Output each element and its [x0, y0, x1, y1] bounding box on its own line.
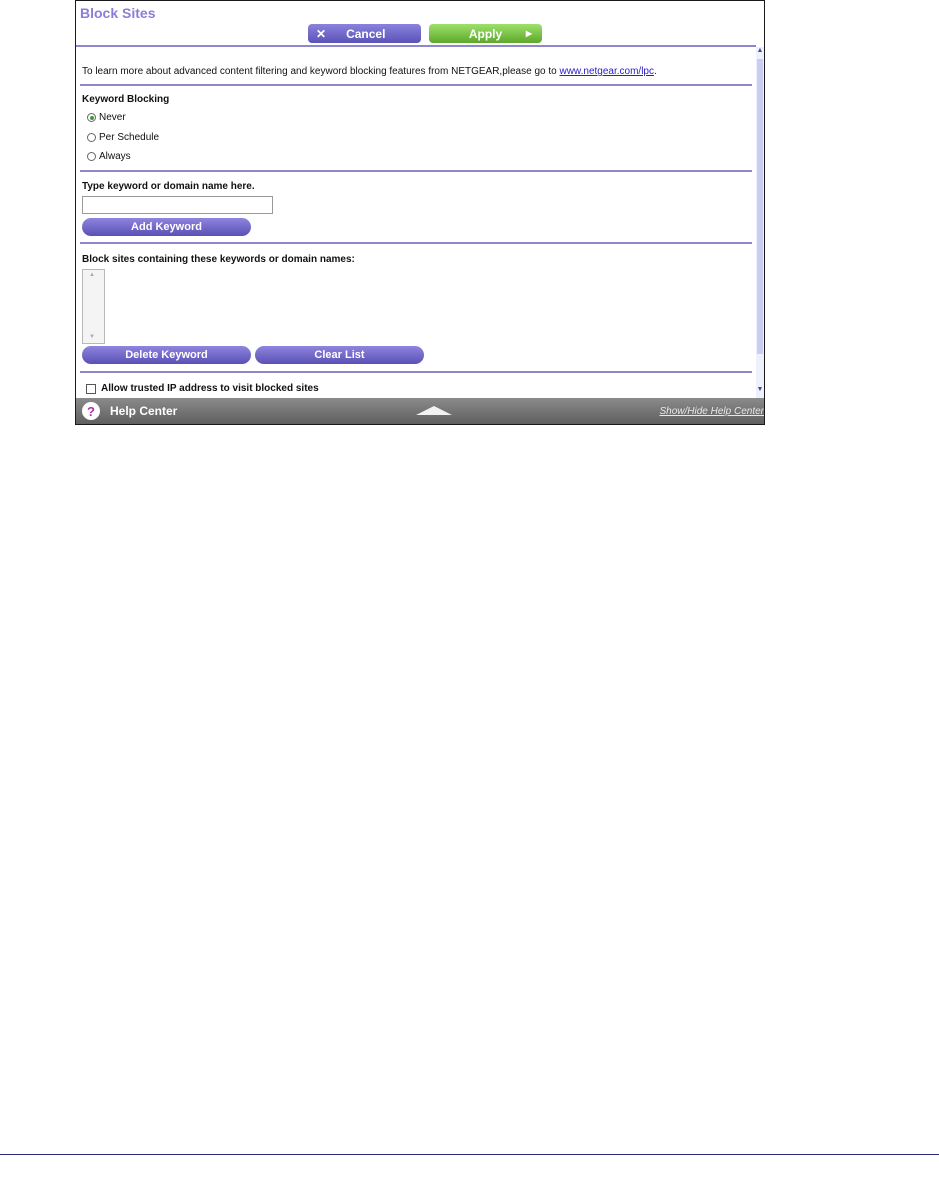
radio-button[interactable] [87, 152, 96, 161]
header [76, 1, 764, 45]
cancel-button[interactable] [308, 24, 421, 43]
divider [80, 170, 752, 172]
show-hide-help-link[interactable]: Show/Hide Help Center [659, 406, 764, 417]
block-list-title: Block sites containing these keywords or domain names: [82, 254, 355, 265]
blocked-keywords-list[interactable] [82, 269, 105, 344]
radio-always-label: Always [99, 151, 131, 162]
radio-per-schedule[interactable] [87, 132, 159, 143]
scroll-thumb[interactable] [757, 59, 763, 354]
info-text [82, 66, 657, 77]
block-sites-panel [75, 0, 765, 425]
lpc-link[interactable]: www.netgear.com/lpc [559, 66, 654, 77]
close-icon: ✕ [316, 26, 327, 41]
keyword-blocking-title: Keyword Blocking [82, 94, 170, 105]
radio-never[interactable] [87, 112, 126, 123]
keyword-entry-title: Type keyword or domain name here. [82, 181, 255, 192]
divider [80, 84, 752, 86]
apply-label: Apply [468, 26, 503, 41]
radio-always[interactable] [87, 151, 131, 162]
page-scrollbar[interactable] [756, 47, 764, 398]
divider [80, 242, 752, 244]
add-keyword-button[interactable]: Add Keyword [82, 218, 251, 236]
page-footer-rule [0, 1154, 939, 1155]
play-arrow-icon: ▶ [525, 29, 532, 38]
help-question-icon[interactable]: ? [82, 402, 100, 420]
trusted-ip-row[interactable] [86, 383, 319, 394]
info-trailing: . [653, 66, 657, 77]
scroll-down-icon[interactable]: ▼ [756, 386, 764, 393]
expand-up-icon[interactable] [416, 406, 452, 415]
divider [80, 371, 752, 373]
clear-list-button[interactable]: Clear List [255, 346, 424, 364]
content-area [76, 47, 754, 398]
trusted-ip-checkbox[interactable] [86, 384, 96, 394]
info-text-body: To learn more about advanced content filtering and keyword blocking features from NETGEAR,please go to [82, 66, 560, 77]
list-scroll-up-icon[interactable]: ▲ [89, 272, 95, 278]
scroll-up-icon[interactable]: ▲ [756, 47, 764, 54]
radio-never-label: Never [99, 112, 126, 123]
help-center-label: Help Center [110, 404, 178, 418]
list-scroll-down-icon[interactable]: ▼ [89, 334, 95, 340]
radio-button-selected[interactable] [87, 113, 96, 122]
cancel-label: Cancel [346, 26, 386, 41]
radio-button[interactable] [87, 133, 96, 142]
trusted-ip-label: Allow trusted IP address to visit blocked sites [101, 383, 319, 394]
apply-button[interactable] [429, 24, 542, 43]
radio-per-schedule-label: Per Schedule [99, 132, 160, 143]
keyword-input[interactable] [82, 196, 273, 214]
help-center-bar [76, 398, 764, 424]
delete-keyword-button[interactable]: Delete Keyword [82, 346, 251, 364]
page-title: Block Sites [80, 5, 156, 21]
